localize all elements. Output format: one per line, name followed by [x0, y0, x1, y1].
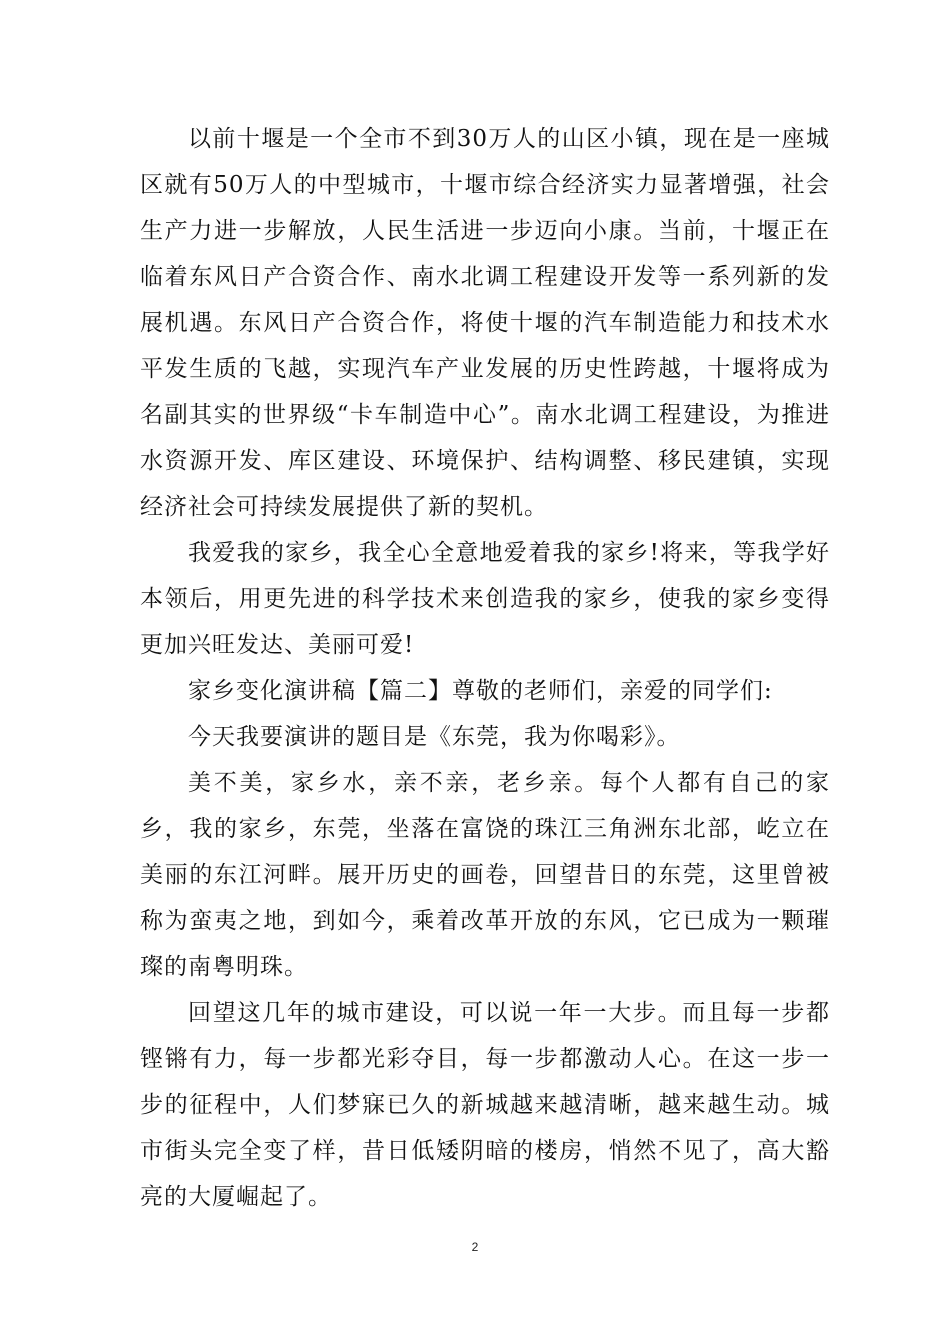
paragraph-city-construction: 回望这几年的城市建设，可以说一年一大步。而且每一步都铿锵有力，每一步都光彩夺目，每一步都激动人心。在这一步一步的征程中，人们梦寐已久的新城越来越清晰，越来越生动。城市街头完全变了样，昔日低矮阴暗的楼房，悄然不见了，高大豁亮的大厦崛起了。	[140, 1000, 830, 1210]
page-number: 2	[471, 1240, 479, 1254]
paragraph-speech-heading: 家乡变化演讲稿【篇二】尊敬的老师们，亲爱的同学们:	[188, 678, 773, 704]
paragraph-speech-title: 今天我要演讲的题目是《东莞，我为你喝彩》。	[188, 724, 681, 750]
paragraph-love-hometown: 我爱我的家乡，我全心全意地爱着我的家乡!将来，等我学好本领后，用更先进的科学技术来创造我的家乡，使我的家乡变得更加兴旺发达、美丽可爱!	[140, 540, 830, 658]
paragraph-dongguan-intro: 美不美，家乡水，亲不亲，老乡亲。每个人都有自己的家乡，我的家乡，东莞，坐落在富饶的珠江三角洲东北部，屹立在美丽的东江河畔。展开历史的画卷，回望昔日的东莞，这里曾被称为蛮夷之地，到如今，乘着改革开放的东风，它已成为一颗璀璨的南粤明珠。	[140, 770, 830, 980]
document-body	[140, 116, 830, 1220]
paragraph-shiyan-development: 以前十堰是一个全市不到30万人的山区小镇，现在是一座城区就有50万人的中型城市，十堰市综合经济实力显著增强，社会生产力进一步解放，人民生活进一步迈向小康。当前，十堰正在临着东风日产合资合作、南水北调工程建设开发等一系列新的发展机遇。东风日产合资合作，将使十堰的汽车制造能力和技术水平发生质的飞越，实现汽车产业发展的历史性跨越，十堰将成为名副其实的世界级“卡车制造中心”。南水北调工程建设，为推进水资源开发、库区建设、环境保护、结构调整、移民建镇，实现经济社会可持续发展提供了新的契机。	[140, 126, 830, 520]
